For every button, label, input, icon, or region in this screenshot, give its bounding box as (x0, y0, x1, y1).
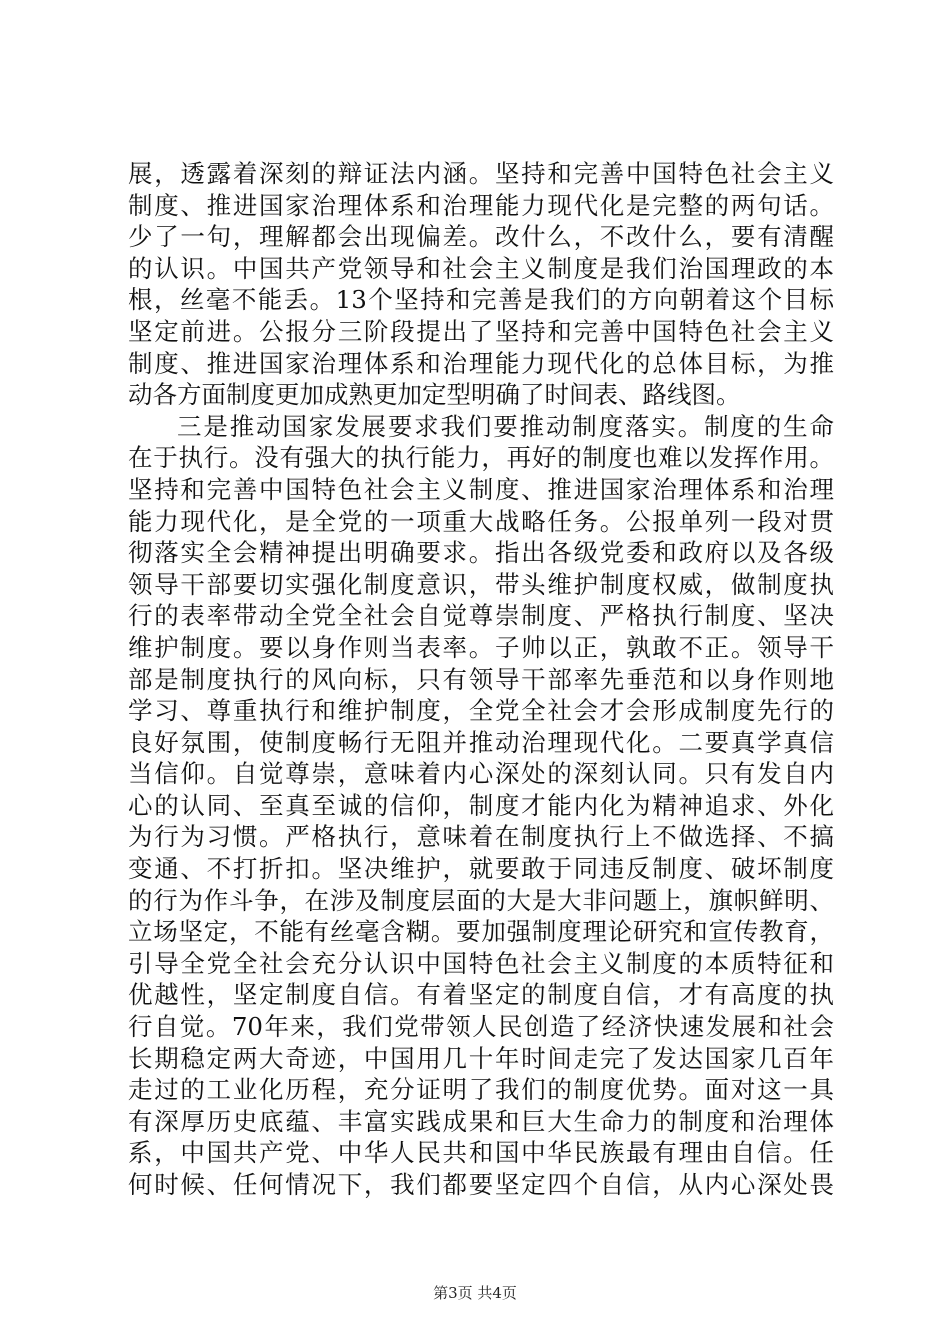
text-line: 心的认同、至真至诚的信仰，制度才能内化为精神追求、外化 (128, 790, 834, 820)
text-line: 何时候、任何情况下，我们都要坚定四个自信，从内心深处畏 (128, 1170, 834, 1199)
text-line: 三是推动国家发展要求我们要推动制度落实。制度的生命 (177, 411, 834, 441)
text-line: 彻落实全会精神提出明确要求。指出各级党委和政府以及各级 (128, 538, 834, 568)
text-line: 变通、不打折扣。坚决维护，就要敢于同违反制度、破坏制度 (128, 854, 834, 884)
text-line: 维护制度。要以身作则当表率。子帅以正，孰敢不正。领导干 (128, 632, 834, 662)
text-line: 根，丝毫不能丢。13个坚持和完善是我们的方向朝着这个目标 (128, 285, 834, 315)
text-line: 优越性，坚定制度自信。有着坚定的制度自信，才有高度的执 (128, 980, 834, 1010)
text-line: 学习、尊重执行和维护制度，全党全社会才会形成制度先行的 (128, 696, 834, 726)
text-line: 良好氛围，使制度畅行无阻并推动治理现代化。二要真学真信 (128, 727, 834, 757)
text-line: 立场坚定，不能有丝毫含糊。要加强制度理论研究和宣传教育， (128, 917, 834, 947)
document-body (128, 158, 834, 1201)
text-line: 坚定前进。公报分三阶段提出了坚持和完善中国特色社会主义 (128, 316, 834, 346)
page-number-footer: 第3页 共4页 (433, 1284, 517, 1302)
text-line: 系，中国共产党、中华人民共和国中华民族最有理由自信。任 (128, 1138, 834, 1168)
text-line: 有深厚历史底蕴、丰富实践成果和巨大生命力的制度和治理体 (128, 1106, 834, 1136)
text-line: 当信仰。自觉尊崇，意味着内心深处的深刻认同。只有发自内 (128, 759, 834, 789)
text-line: 长期稳定两大奇迹，中国用几十年时间走完了发达国家几百年 (128, 1043, 834, 1073)
text-line: 的认识。中国共产党领导和社会主义制度是我们治国理政的本 (128, 253, 834, 283)
text-line: 部是制度执行的风向标，只有领导干部率先垂范和以身作则地 (128, 664, 834, 694)
text-line: 行自觉。70年来，我们党带领人民创造了经济快速发展和社会 (128, 1012, 834, 1042)
text-line: 制度、推进国家治理体系和治理能力现代化的总体目标，为推 (128, 348, 834, 378)
text-line: 为行为习惯。严格执行，意味着在制度执行上不做选择、不搞 (128, 822, 834, 852)
text-line: 能力现代化，是全党的一项重大战略任务。公报单列一段对贯 (128, 506, 834, 536)
text-line: 引导全党全社会充分认识中国特色社会主义制度的本质特征和 (128, 948, 834, 978)
text-line: 坚持和完善中国特色社会主义制度、推进国家治理体系和治理 (128, 474, 834, 504)
text-line: 少了一句，理解都会出现偏差。改什么，不改什么，要有清醒 (128, 222, 834, 252)
text-line: 在于执行。没有强大的执行能力，再好的制度也难以发挥作用。 (128, 443, 834, 473)
text-line: 制度、推进国家治理体系和治理能力现代化是完整的两句话。 (128, 190, 834, 220)
text-line: 行的表率带动全党全社会自觉尊崇制度、严格执行制度、坚决 (128, 601, 834, 631)
text-line: 展，透露着深刻的辩证法内涵。坚持和完善中国特色社会主义 (128, 159, 834, 188)
text-line: 走过的工业化历程，充分证明了我们的制度优势。面对这一具 (128, 1075, 834, 1105)
text-line: 动各方面制度更加成熟更加定型明确了时间表、路线图。 (128, 380, 741, 410)
text-line: 的行为作斗争，在涉及制度层面的大是大非问题上，旗帜鲜明、 (128, 885, 834, 915)
text-line: 领导干部要切实强化制度意识，带头维护制度权威，做制度执 (128, 569, 834, 599)
